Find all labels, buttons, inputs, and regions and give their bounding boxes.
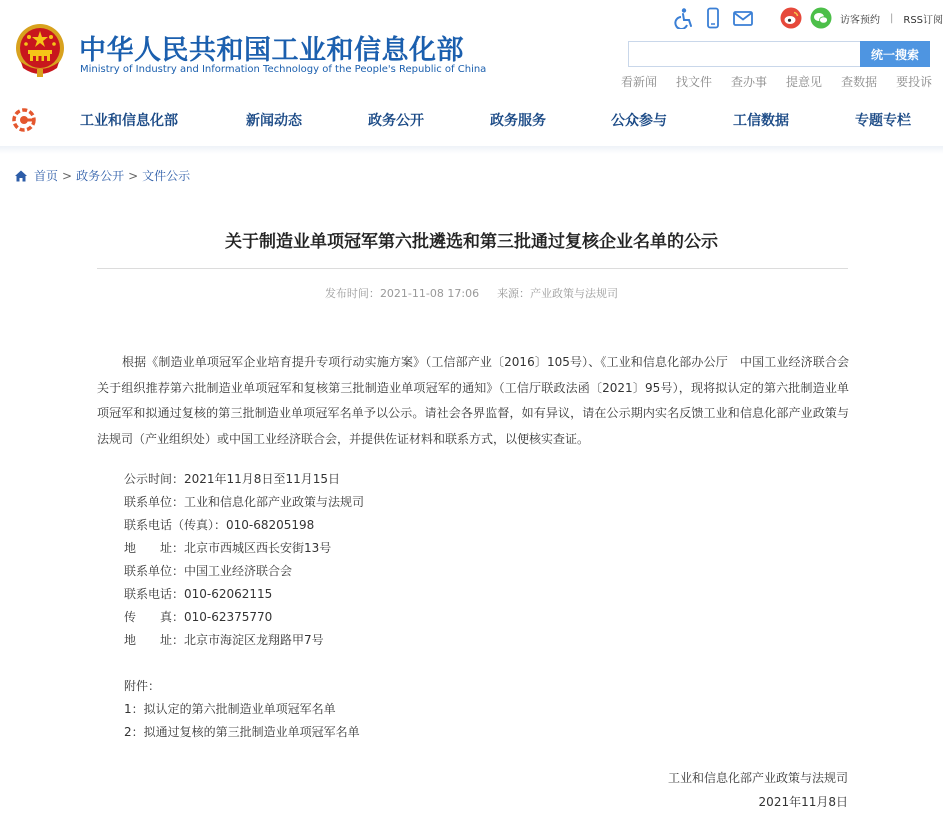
top-toolbar [672,7,943,29]
signature-org: 工业和信息化部产业政策与法规司 [667,771,848,785]
nav-item-gov-services[interactable]: 政务服务 [490,113,546,129]
wechat-icon[interactable] [810,7,832,29]
info-line-period: 公示时间：2021年11月8日至11月15日 [124,472,340,486]
breadcrumb-separator: > [128,168,139,183]
attachment-label: 附件： [124,679,161,693]
source-label: 来源： [497,287,531,300]
nav-item-topics[interactable]: 专题专栏 [855,113,911,129]
publish-time: 2021-11-08 17:06 [379,287,480,300]
breadcrumb [14,167,190,184]
article-paragraph: 根据《制造业单项冠军企业培育提升专项行动实施方案》（工信部产业〔2016〕105号）、《工业和信息化部办公厅 中国工业经济联合会关于组织推荐第六批制造业单项冠军和复核第三批制造业单项冠军的通知》（工信厅联政法函〔2021〕95号），现将拟认定的第六批制造业单项冠军和拟通过复核的第三批制造业单项冠军名单予以公示。请社会各界监督，如有异议，请在公示期内实名反馈工业和信息化部产业政策与法规司（产业组织处）或中国工业经济联合会，并提供佐证材料和联系方式，以便核实查证。 [97,355,849,446]
mobile-icon[interactable] [702,7,724,29]
article-meta [0,285,943,301]
info-line-phone-2: 联系电话：010-62062115 [124,587,273,601]
nav-item-public-participation[interactable]: 公众参与 [611,113,667,129]
weibo-icon[interactable] [780,7,802,29]
rss-link[interactable]: RSS订阅 [903,14,943,26]
top-separator: | [890,12,894,24]
search-box [628,41,860,67]
signature-date: 2021年11月8日 [758,795,848,809]
nav-item-gov-affairs[interactable]: 政务公开 [368,113,424,129]
accessibility-icon[interactable] [672,7,694,29]
quick-link-files[interactable]: 找文件 [676,75,713,89]
info-line-fax-2: 传 真：010-62375770 [124,610,273,624]
quick-link-data[interactable]: 查数据 [841,75,878,89]
attachment-link-1[interactable]: 1：拟认定的第六批制造业单项冠军名单 [124,702,336,716]
nav-item-data[interactable]: 工信数据 [733,113,789,129]
nav-item-news[interactable]: 新闻动态 [246,113,302,129]
breadcrumb-separator: > [62,168,73,183]
site-title-en[interactable]: Ministry of Industry and Information Technology of the People's Republic of China [80,64,487,75]
nav-item-ministry[interactable]: 工业和信息化部 [80,113,178,129]
visit-appointment-link[interactable]: 访客预约 [840,14,880,26]
quick-links [621,73,932,90]
breadcrumb-home[interactable]: 首页 [34,169,59,183]
main-nav [0,98,943,146]
source-value: 产业政策与法规司 [530,287,619,300]
search-button[interactable]: 统一搜索 [860,41,930,67]
home-icon[interactable] [14,169,28,183]
publish-label: 发布时间： [324,287,380,300]
info-line-unit-1: 联系单位：工业和信息化部产业政策与法规司 [124,495,365,509]
quick-link-services[interactable]: 查办事 [731,75,768,89]
national-emblem-icon[interactable] [13,22,67,78]
info-line-unit-2: 联系单位：中国工业经济联合会 [124,564,293,578]
site-title-cn[interactable]: 中华人民共和国工业和信息化部 [79,35,464,66]
info-line-address-2: 地 址：北京市海淀区龙翔路甲7号 [124,633,324,647]
quick-link-news[interactable]: 看新闻 [621,75,658,89]
quick-link-feedback[interactable]: 提意见 [786,75,823,89]
breadcrumb-file-notice[interactable]: 文件公示 [142,169,191,183]
article-title: 关于制造业单项冠军第六批遴选和第三批通过复核企业名单的公示 [225,232,718,252]
miit-logo-icon[interactable] [12,108,36,132]
title-divider [97,268,848,269]
search-input[interactable] [629,42,860,66]
site-header [0,0,943,98]
breadcrumb-gov-affairs[interactable]: 政务公开 [76,169,125,183]
mail-icon[interactable] [732,7,754,29]
info-line-address-1: 地 址：北京市西城区西长安街13号 [124,541,332,555]
nav-divider [0,146,943,154]
info-line-phone-1: 联系电话（传真）：010-68205198 [124,518,315,532]
attachment-link-2[interactable]: 2：拟通过复核的第三批制造业单项冠军名单 [124,725,360,739]
quick-link-complaint[interactable]: 要投诉 [896,75,933,89]
